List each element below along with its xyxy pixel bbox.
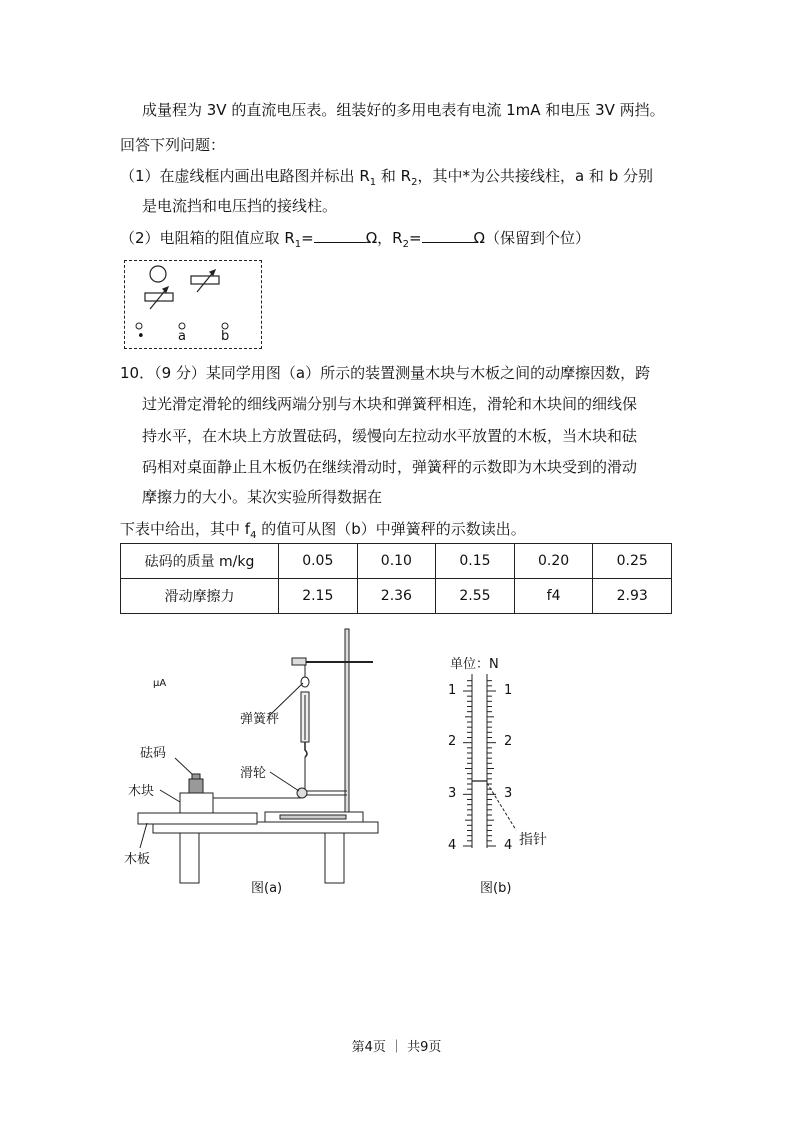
pulley (297, 788, 307, 798)
unit-label: 单位：N (450, 657, 499, 672)
caption-b: 图(b) (480, 881, 512, 896)
tick-label: 1 (448, 683, 457, 698)
tick-label: 1 (504, 683, 513, 698)
text: Ω，R (365, 229, 403, 247)
meter-label: μA (153, 678, 167, 689)
text: Ω（保留到个位） (473, 229, 591, 247)
tick-label: 4 (448, 838, 457, 853)
weight (189, 779, 203, 793)
table-row (121, 544, 672, 579)
stand-pole (345, 629, 349, 812)
text-line (120, 519, 526, 546)
subscript: 2 (402, 239, 409, 250)
text-line: 回答下列问题： (120, 136, 226, 154)
tick-label: 4 (504, 838, 513, 853)
text: （2）电阻箱的阻值应取 R (120, 229, 295, 247)
wood-block (180, 793, 213, 813)
table-cell: 0.10 (357, 544, 436, 579)
text: 的值可从图（b）中弹簧秤的示数读出。 (256, 520, 526, 538)
terminal-a: a (178, 329, 186, 344)
text-line: 持水平，在木块上方放置砝码，缓慢向左拉动水平放置的木板，当木块和砝 (142, 427, 638, 445)
page-footer: 第4页 ｜ 共9页 (351, 1040, 442, 1055)
variable-resistor-icon (145, 270, 219, 309)
text: = (408, 229, 422, 247)
apparatus-drawing (138, 629, 378, 883)
subscript: 4 (250, 530, 257, 541)
spring-scale-ring (301, 677, 309, 687)
table-cell: 0.05 (279, 544, 358, 579)
text-line: 成量程为 3V 的直流电压表。组装好的多用电表有电流 1mA 和电压 3V 两挡。 (142, 101, 665, 119)
subscript: 1 (369, 177, 377, 188)
microammeter-icon (150, 266, 166, 282)
text-line: 是电流挡和电压挡的接线柱。 (142, 197, 338, 215)
terminal-b: b (221, 329, 230, 344)
table-cell: 2.55 (436, 579, 515, 614)
data-table (120, 543, 672, 614)
label-block: 木块 (128, 784, 155, 799)
tick-label: 2 (448, 734, 457, 749)
subscript: 1 (294, 239, 302, 250)
table-cell: 2.93 (593, 579, 672, 614)
table-row (121, 579, 672, 614)
text: = (301, 229, 314, 247)
spring-scale-dial (463, 674, 516, 848)
subscript: 2 (411, 177, 418, 188)
text: 下表中给出，其中 f (120, 520, 251, 538)
text: （1）在虚线框内画出电路图并标出 R (120, 167, 370, 185)
tick-label: 2 (504, 734, 513, 749)
table-leg (325, 833, 344, 883)
table-cell: 0.15 (436, 544, 515, 579)
board (138, 813, 257, 824)
caption-a: 图(a) (251, 881, 283, 896)
table-cell: 0.20 (514, 544, 593, 579)
clamp (292, 658, 306, 665)
label-pulley: 滑轮 (240, 766, 267, 781)
table-cell: 0.25 (593, 544, 672, 579)
text: ，其中*为公共接线柱，a 和 b 分别 (417, 167, 653, 185)
table-cell: 2.36 (357, 579, 436, 614)
terminal-common: • (137, 329, 145, 344)
table-leg (180, 833, 199, 883)
question-10: 10．（9 分）某同学用图（a）所示的装置测量木块与木板之间的动摩擦因数，跨 (120, 364, 651, 382)
row-header: 滑动摩擦力 (121, 579, 279, 614)
table-cell: f4 (514, 579, 593, 614)
text-line: 过光滑定滑轮的细线两端分别与木块和弹簧秤相连，滑轮和木块间的细线保 (142, 395, 638, 413)
text-line: 码相对桌面静止且木板仍在继续滑动时，弹簧秤的示数即为木块受到的滑动 (142, 458, 638, 476)
text-line: 摩擦力的大小。某次实验所得数据在 (142, 488, 383, 506)
text: 和 R (376, 167, 412, 185)
label-board: 木板 (124, 852, 151, 867)
row-header: 砝码的质量 m/kg (121, 544, 279, 579)
table-cell: 2.15 (279, 579, 358, 614)
tick-label: 3 (504, 786, 513, 801)
label-spring-scale: 弹簧秤 (240, 712, 280, 727)
label-weight: 砝码 (140, 746, 167, 761)
tick-label: 3 (448, 786, 457, 801)
pointer-label: 指针 (519, 832, 547, 848)
